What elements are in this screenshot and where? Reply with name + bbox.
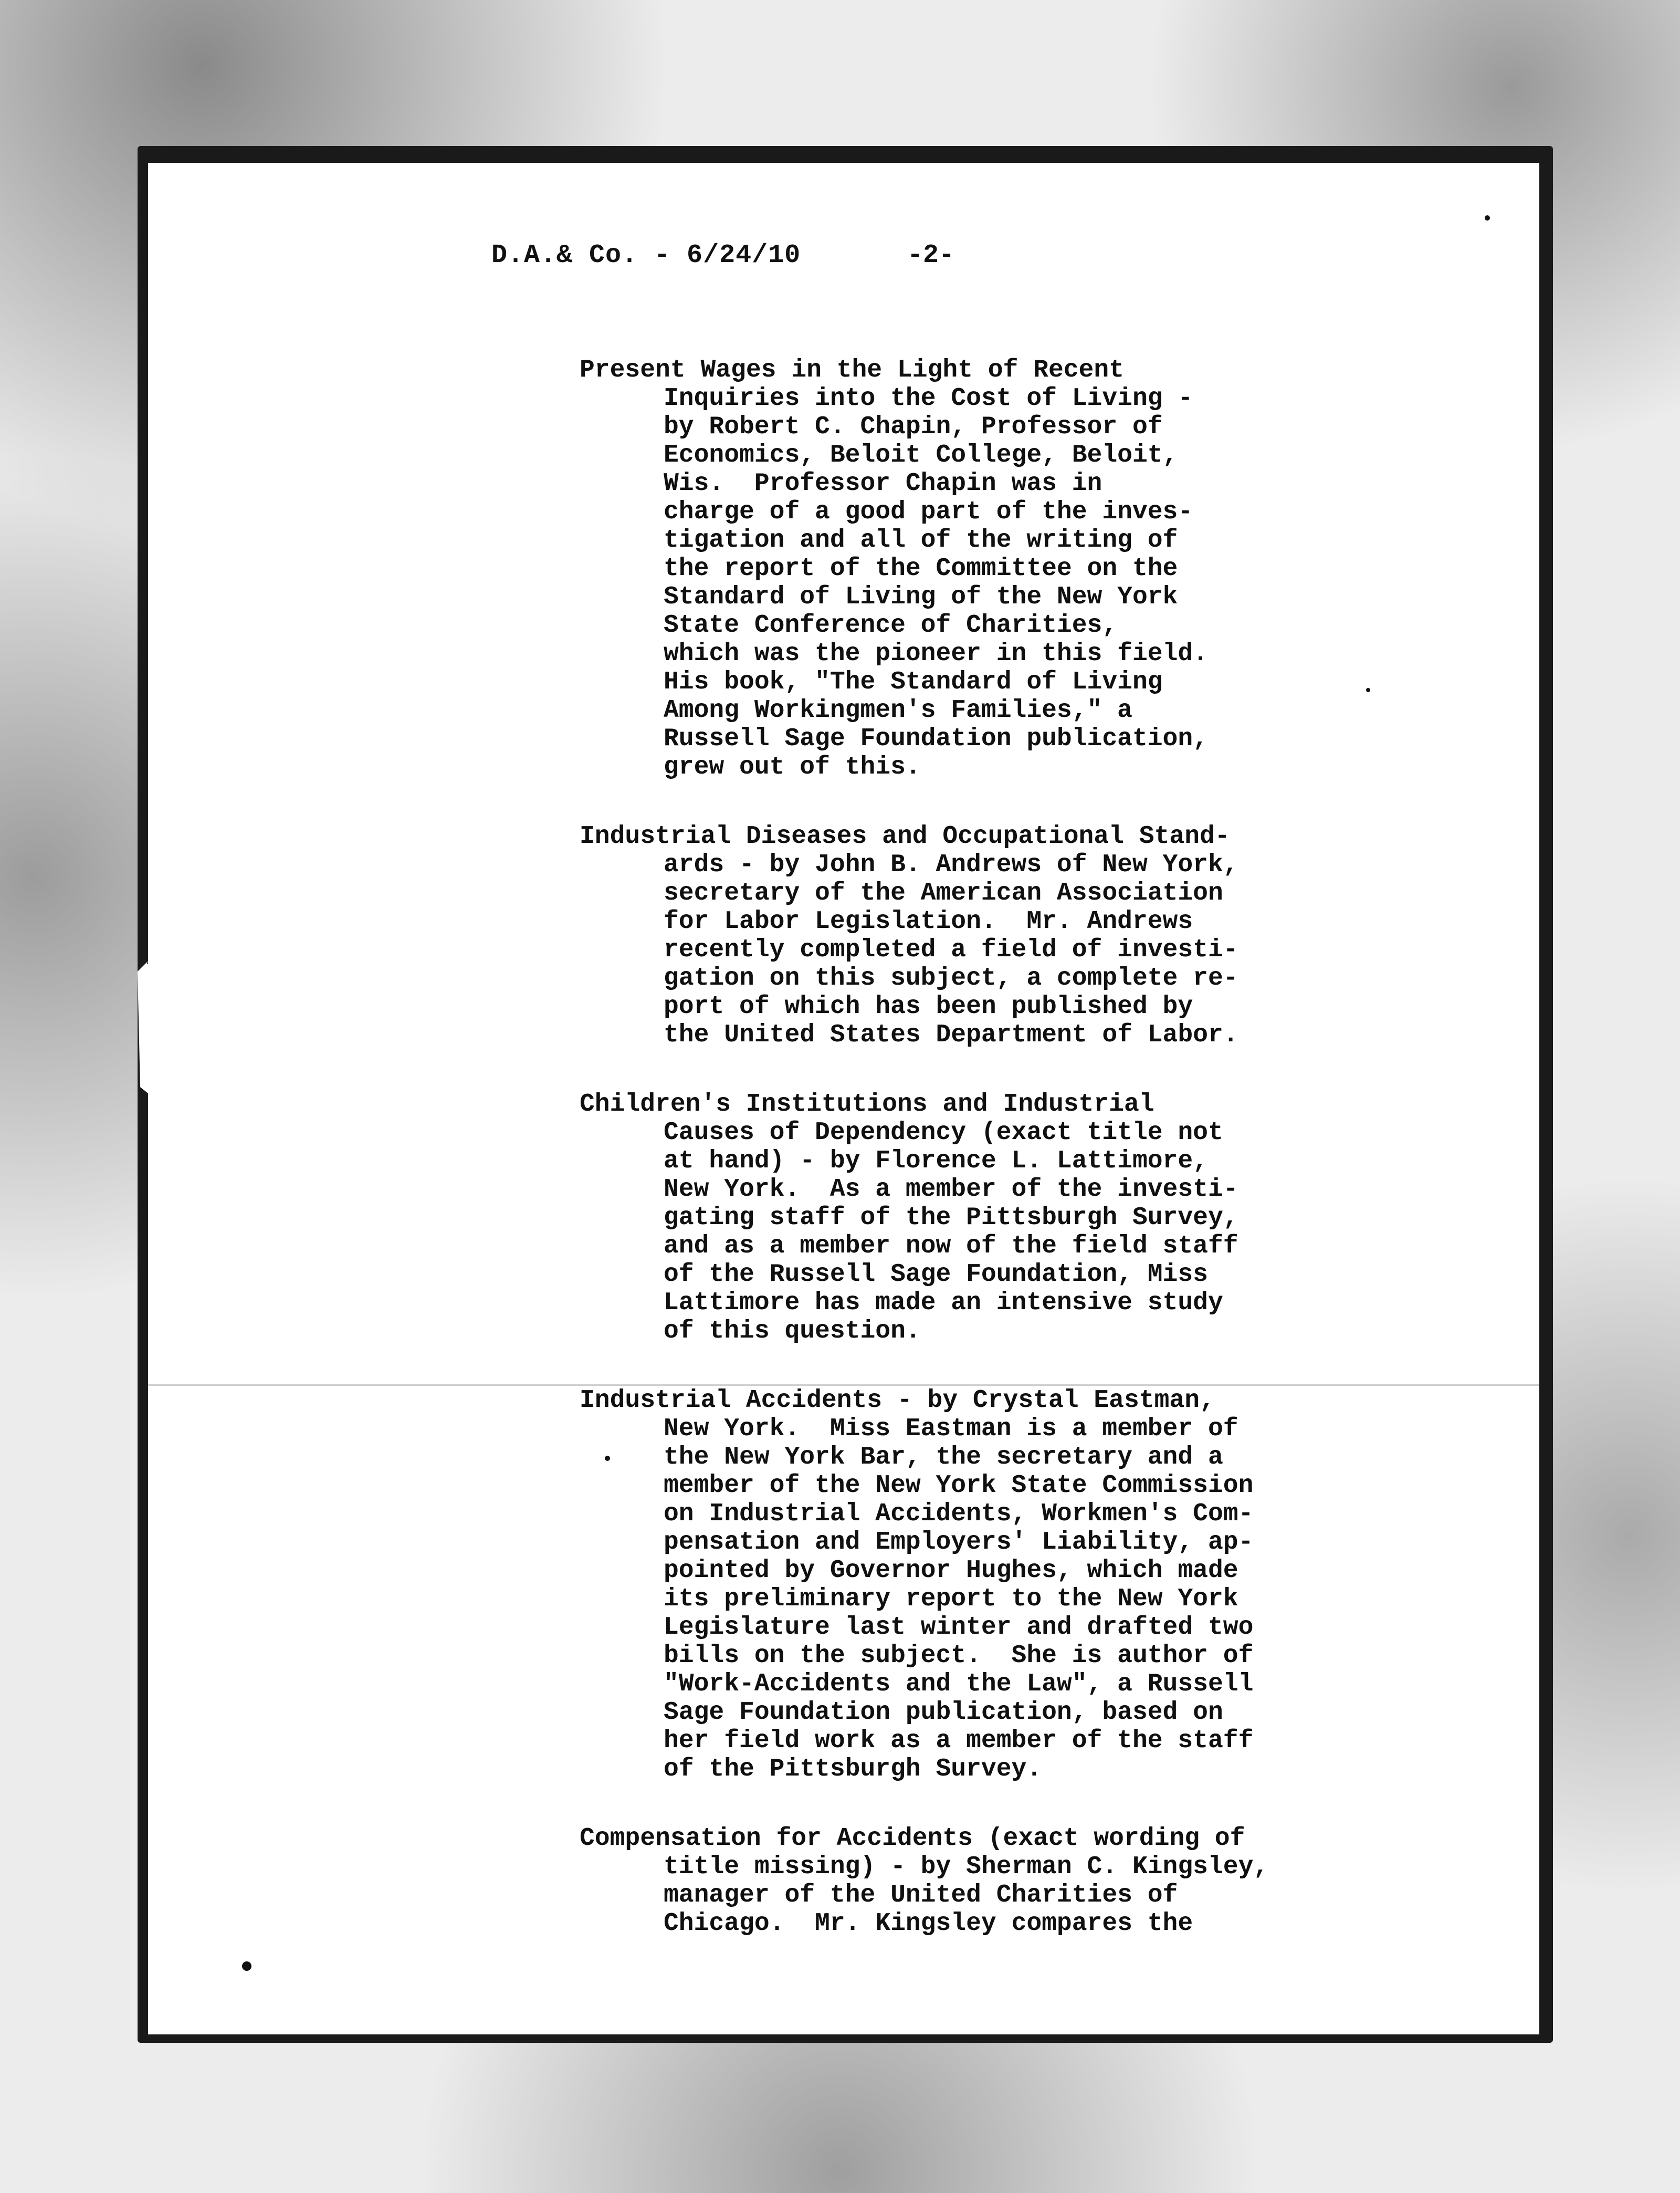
entry-line: at hand) - by Florence L. Lattimore, (664, 1147, 1208, 1175)
entry-line: of the Russell Sage Foundation, Miss (664, 1260, 1208, 1289)
ink-speck (242, 1961, 251, 1971)
entry-kingsley (580, 1824, 1483, 1938)
entry-line: her field work as a member of the staff (664, 1727, 1254, 1755)
entry-line: pointed by Governor Hughes, which made (664, 1557, 1238, 1585)
entry-line: charge of a good part of the inves- (664, 498, 1193, 526)
entry-line: its preliminary report to the New York (664, 1585, 1238, 1613)
entry-andrews (580, 822, 1483, 1049)
entry-line: Chicago. Mr. Kingsley compares the (664, 1909, 1193, 1938)
entry-line: pensation and Employers' Liability, ap- (664, 1528, 1254, 1557)
entry-line: Lattimore has made an intensive study (664, 1289, 1223, 1317)
entry-line: of the Pittsburgh Survey. (664, 1755, 1042, 1783)
entry-line: Russell Sage Foundation publication, (664, 725, 1208, 753)
entry-title-line: Children's Institutions and Industrial (580, 1090, 1154, 1119)
entry-line: the New York Bar, the secretary and a (664, 1443, 1223, 1471)
ink-speck (1366, 688, 1370, 692)
entry-lattimore (580, 1090, 1483, 1345)
ink-speck (1485, 215, 1490, 221)
entry-line: New York. As a member of the investi- (664, 1175, 1238, 1204)
entry-line: and as a member now of the field staff (664, 1232, 1238, 1260)
ink-speck (605, 1456, 610, 1461)
entry-line: bills on the subject. She is author of (664, 1642, 1254, 1670)
entry-eastman (580, 1386, 1483, 1783)
entry-line: recently completed a field of investi- (664, 936, 1238, 964)
entry-line: Inquiries into the Cost of Living - (664, 384, 1193, 413)
entry-title-line: Compensation for Accidents (exact wording of (580, 1824, 1245, 1853)
speaker-list (580, 356, 1483, 1979)
entry-line: New York. Miss Eastman is a member of (664, 1415, 1238, 1443)
entry-line: Legislature last winter and drafted two (664, 1613, 1254, 1642)
entry-line: "Work-Accidents and the Law", a Russell (664, 1670, 1254, 1698)
entry-line: ards - by John B. Andrews of New York, (664, 851, 1238, 879)
entry-line: port of which has been published by (664, 993, 1193, 1021)
entry-title-line: Industrial Diseases and Occupational Stand- (580, 822, 1230, 851)
entry-line: of this question. (664, 1317, 921, 1345)
document-reference: D.A.& Co. - 6/24/10 (491, 241, 801, 270)
entry-line: Among Workingmen's Families," a (664, 696, 1132, 725)
entry-line: gating staff of the Pittsburgh Survey, (664, 1204, 1238, 1232)
entry-line: Causes of Dependency (exact title not (664, 1119, 1223, 1147)
entry-line: Sage Foundation publication, based on (664, 1698, 1223, 1727)
document-page (148, 163, 1539, 2034)
entry-line: by Robert C. Chapin, Professor of (664, 413, 1163, 441)
entry-title-line: Present Wages in the Light of Recent (580, 356, 1124, 384)
entry-line: gation on this subject, a complete re- (664, 964, 1238, 993)
entry-line: for Labor Legislation. Mr. Andrews (664, 907, 1193, 936)
entry-line: Standard of Living of the New York (664, 583, 1178, 611)
entry-chapin (580, 356, 1483, 781)
entry-line: manager of the United Charities of (664, 1881, 1178, 1909)
entry-line: State Conference of Charities, (664, 611, 1118, 640)
entry-line: His book, "The Standard of Living (664, 668, 1163, 696)
entry-line: Wis. Professor Chapin was in (664, 469, 1102, 498)
entry-line: secretary of the American Association (664, 879, 1223, 907)
entry-line: which was the pioneer in this field. (664, 640, 1208, 668)
entry-line: title missing) - by Sherman C. Kingsley, (664, 1853, 1269, 1881)
entry-line: member of the New York State Commission (664, 1471, 1254, 1500)
page-number: -2- (907, 241, 955, 270)
entry-line: Economics, Beloit College, Beloit, (664, 441, 1178, 469)
entry-line: on Industrial Accidents, Workmen's Com- (664, 1500, 1254, 1528)
entry-line: tigation and all of the writing of (664, 526, 1178, 555)
entry-line: the report of the Committee on the (664, 555, 1178, 583)
entry-title-line: Industrial Accidents - by Crystal Eastman, (580, 1386, 1215, 1415)
entry-line: the United States Department of Labor. (664, 1021, 1238, 1049)
entry-line: grew out of this. (664, 753, 921, 781)
